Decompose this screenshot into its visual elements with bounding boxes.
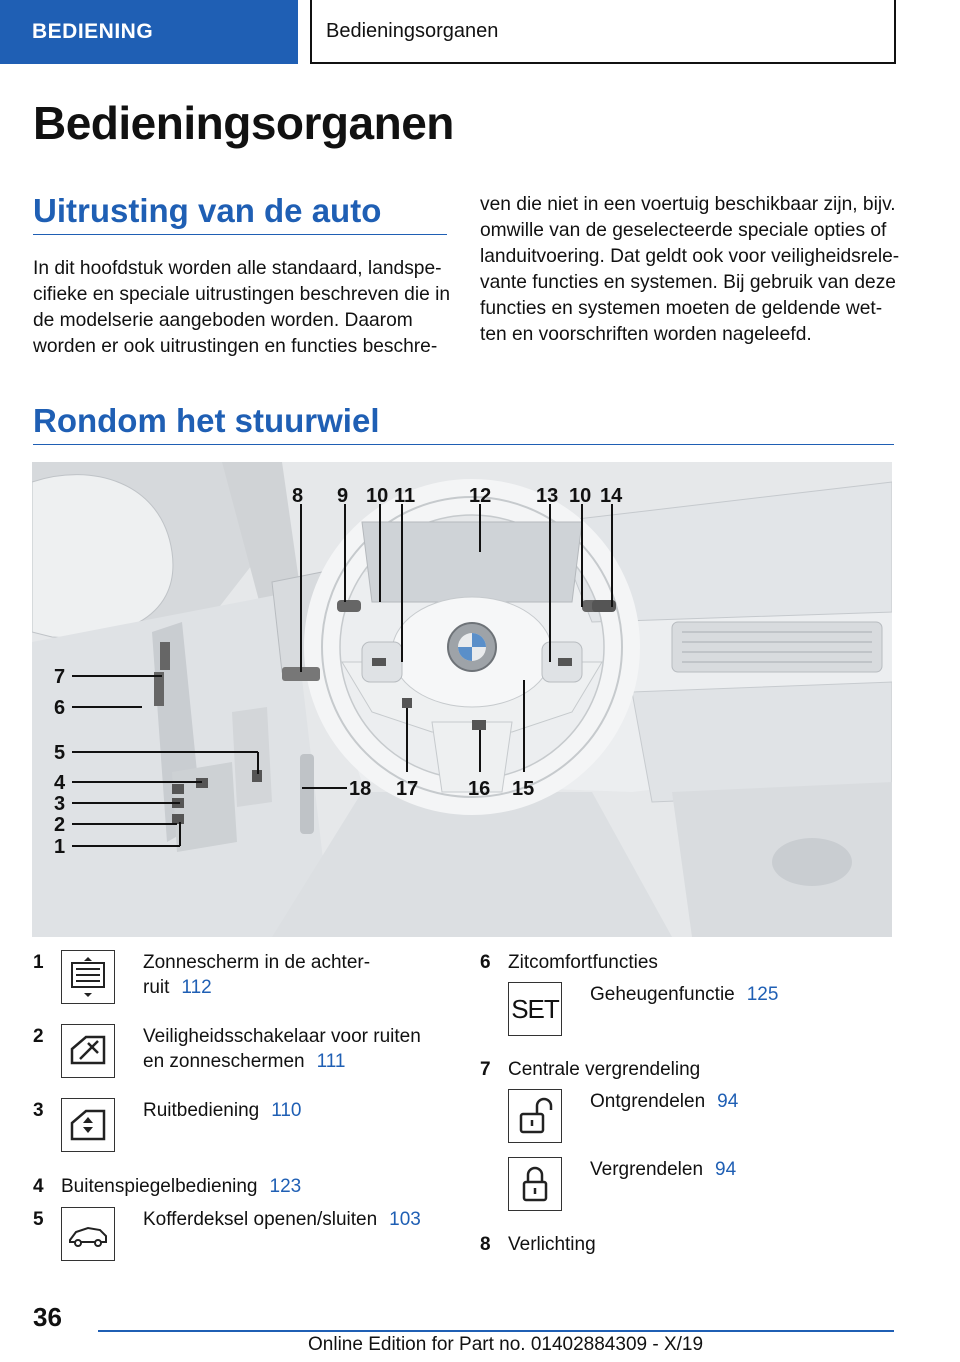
heading-rule: [33, 234, 447, 235]
text-line: vante functies en systemen. Bij gebruik van deze: [480, 272, 896, 293]
text-line: landuitvoering. Dat geldt ook voor veiligheidsrele-: [480, 246, 900, 267]
callout-number: 4: [54, 772, 66, 794]
legend-text: [590, 982, 778, 1007]
callout-number: 14: [600, 485, 623, 507]
text-line: In dit hoofdstuk worden alle standaard, landspe-: [33, 258, 442, 279]
legend-number: 5: [33, 1209, 44, 1230]
legend-label: Buitenspiegelbediening: [61, 1176, 258, 1197]
legend-number: 7: [480, 1059, 491, 1080]
sunblind-rear-icon: [61, 950, 115, 1004]
legend-label: en zonneschermen: [143, 1051, 305, 1072]
legend-number: 1: [33, 952, 44, 973]
text-line: ten en voorschriften worden nageleefd.: [480, 324, 812, 345]
legend-text: [143, 1098, 302, 1123]
page-title: Bedieningsorganen: [33, 97, 454, 149]
legend-item-8: [480, 1232, 596, 1257]
text-line: de modelserie aangeboden worden. Daarom: [33, 310, 413, 331]
callout-number: 3: [54, 793, 66, 815]
heading-rule: [33, 444, 894, 445]
text-line: functies en systemen moeten de geldende wet-: [480, 298, 883, 319]
page-ref-link[interactable]: 94: [715, 1159, 737, 1180]
section-heading-steering: Rondom het stuurwiel: [33, 402, 380, 439]
text-line: omwille van de geselecteerde speciale opties of: [480, 220, 887, 241]
page-ref-link[interactable]: 111: [316, 1051, 346, 1072]
set-icon-text: SET: [511, 993, 559, 1024]
page-number: 36: [33, 1302, 62, 1332]
legend-item-7: [480, 1057, 700, 1082]
callout-number: 12: [469, 485, 492, 507]
section-heading-equipment: Uitrusting van de auto: [33, 192, 382, 229]
page-ref-link[interactable]: 125: [746, 984, 779, 1005]
footer-rule: [98, 1330, 894, 1332]
legend-item-2: [33, 1024, 421, 1078]
legend-item-6: [480, 950, 658, 975]
legend-label: Zitcomfortfuncties: [508, 952, 658, 973]
page-ref-link[interactable]: 103: [389, 1209, 421, 1230]
cockpit-illustration: [32, 462, 892, 937]
callout-number: 6: [54, 697, 66, 719]
text-line: ven die niet in een voertuig beschikbaar zijn, bijv.: [480, 194, 896, 215]
legend-label: Veiligheidsschakelaar voor ruiten: [143, 1026, 421, 1047]
page-ref-link[interactable]: 123: [269, 1176, 302, 1197]
legend-item-3: [33, 1098, 302, 1152]
page-ref-link[interactable]: 112: [181, 977, 212, 998]
legend-label: Ontgrendelen: [590, 1091, 706, 1112]
legend-subitem-memory: [508, 982, 778, 1036]
legend-label: Geheugenfunctie: [590, 984, 735, 1005]
section-tab[interactable]: BEDIENING: [0, 0, 298, 64]
legend-text: [61, 1174, 301, 1199]
window-safety-switch-icon: [61, 1024, 115, 1078]
header-bar: [0, 0, 960, 66]
page-ref-link[interactable]: 110: [271, 1100, 302, 1121]
legend-item-5: [33, 1207, 421, 1261]
callout-number: 9: [337, 485, 349, 507]
legend-label: Verlichting: [508, 1234, 596, 1255]
legend-item-1: [33, 950, 370, 1004]
callout-number: 17: [396, 778, 419, 800]
legend-number: 3: [33, 1100, 44, 1121]
trunk-lid-icon: [61, 1207, 115, 1261]
power-window-icon: [61, 1098, 115, 1152]
legend-text: [590, 1089, 738, 1114]
legend-label: Kofferdeksel openen/sluiten: [143, 1209, 378, 1230]
legend-label: Vergrendelen: [590, 1159, 704, 1180]
breadcrumb: Bedieningsorganen: [310, 0, 896, 64]
callout-number: 16: [468, 778, 491, 800]
legend-number: 4: [33, 1176, 44, 1197]
text-line: worden er ook uitrustingen en functies beschre-: [33, 336, 438, 357]
intro-column-right: [480, 192, 900, 348]
callout-number: 11: [394, 485, 416, 507]
legend-text: [590, 1157, 736, 1182]
callout-number: 5: [54, 742, 66, 764]
callout-number: 7: [54, 666, 66, 688]
legend-number: 6: [480, 952, 491, 973]
cockpit-drawing: [32, 462, 892, 937]
callout-number: 2: [54, 814, 66, 836]
legend-label: ruit: [143, 977, 170, 998]
legend-subitem-unlock: [508, 1089, 738, 1143]
legend-number: 8: [480, 1234, 491, 1255]
legend-label: Ruitbediening: [143, 1100, 260, 1121]
callout-number: 10: [366, 485, 389, 507]
page-ref-link[interactable]: 94: [717, 1091, 739, 1112]
text-line: cifieke en speciale uitrustingen beschreven die in: [33, 284, 451, 305]
callout-number: 15: [512, 778, 535, 800]
lock-icon: [508, 1157, 562, 1211]
intro-column-left: [33, 256, 453, 360]
legend-text: [143, 1024, 421, 1074]
legend-label: Zonnescherm in de achter-: [143, 952, 371, 973]
legend-number: 2: [33, 1026, 44, 1047]
legend-text: [143, 1207, 421, 1232]
footer-text: Online Edition for Part no. 01402884309 - X/19: [308, 1334, 704, 1355]
callout-number: 1: [54, 836, 66, 858]
callout-number: 13: [536, 485, 559, 507]
legend-item-4: [33, 1174, 301, 1199]
callout-number: 8: [292, 485, 304, 507]
callout-number: 10: [569, 485, 592, 507]
callout-number: 18: [349, 778, 372, 800]
legend-label: Centrale vergrendeling: [508, 1059, 701, 1080]
set-button-icon: [508, 982, 562, 1036]
legend-text: [143, 950, 370, 1000]
legend-subitem-lock: [508, 1157, 736, 1211]
unlock-icon: [508, 1089, 562, 1143]
